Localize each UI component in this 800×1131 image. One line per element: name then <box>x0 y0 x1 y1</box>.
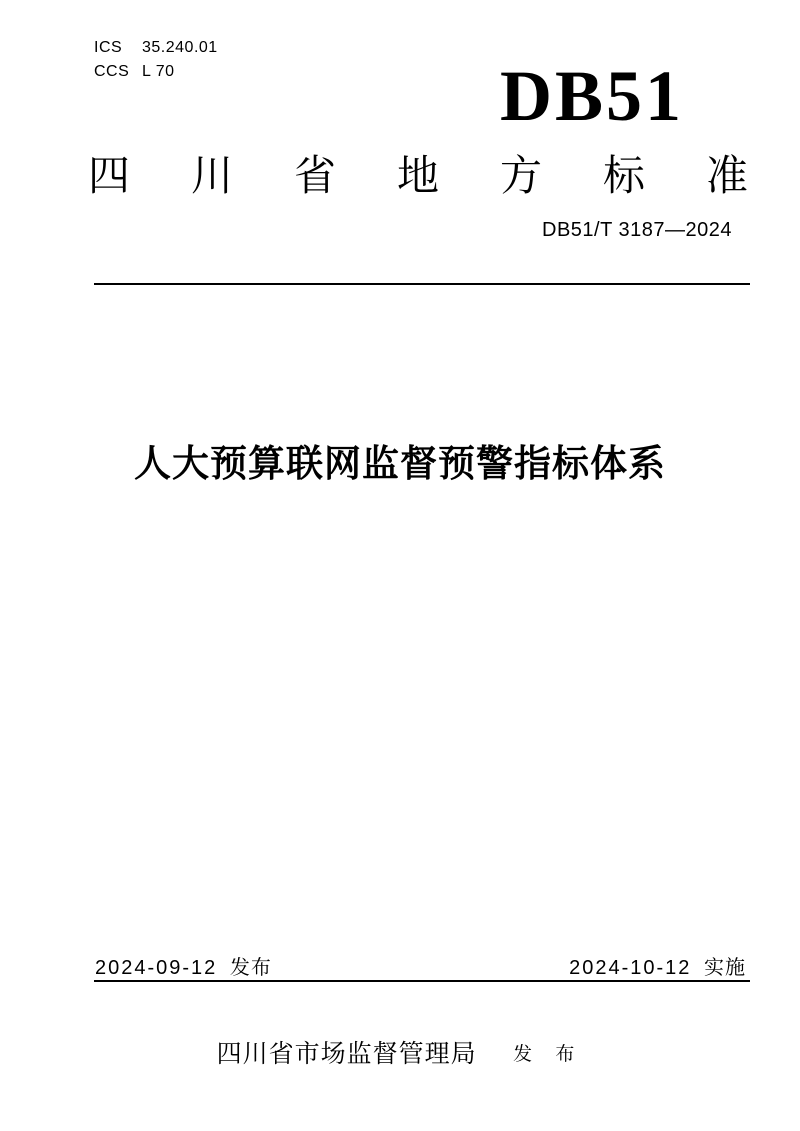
document-number: DB51/T 3187—2024 <box>542 219 732 241</box>
publish-label: 发 布 <box>513 1043 584 1065</box>
ccs-label: CCS <box>94 63 130 80</box>
publisher-line <box>0 1034 800 1070</box>
ics-code <box>94 36 218 60</box>
ics-value: 35.240.01 <box>142 39 218 56</box>
footer-dates <box>95 951 746 980</box>
db51-logo: DB51 <box>499 56 684 136</box>
standard-title: 人大预算联网监督预警指标体系 <box>134 443 666 484</box>
issue-date-label: 发布 <box>229 957 272 979</box>
publisher-name: 四川省市场监督管理局 <box>216 1040 477 1068</box>
top-divider-line <box>94 283 750 285</box>
classification-codes <box>94 36 218 84</box>
ccs-value: L 70 <box>142 63 175 80</box>
issue-date-group <box>95 951 272 980</box>
ics-label: ICS <box>94 39 123 56</box>
issue-date: 2024-09-12 <box>95 957 218 979</box>
implementation-date: 2024-10-12 <box>569 957 692 979</box>
standard-type-heading: 四川省地方标准 <box>88 152 748 199</box>
bottom-divider-line <box>94 980 750 982</box>
implementation-date-group <box>569 951 746 980</box>
ccs-code <box>94 60 218 84</box>
implementation-date-label: 实施 <box>704 957 746 979</box>
